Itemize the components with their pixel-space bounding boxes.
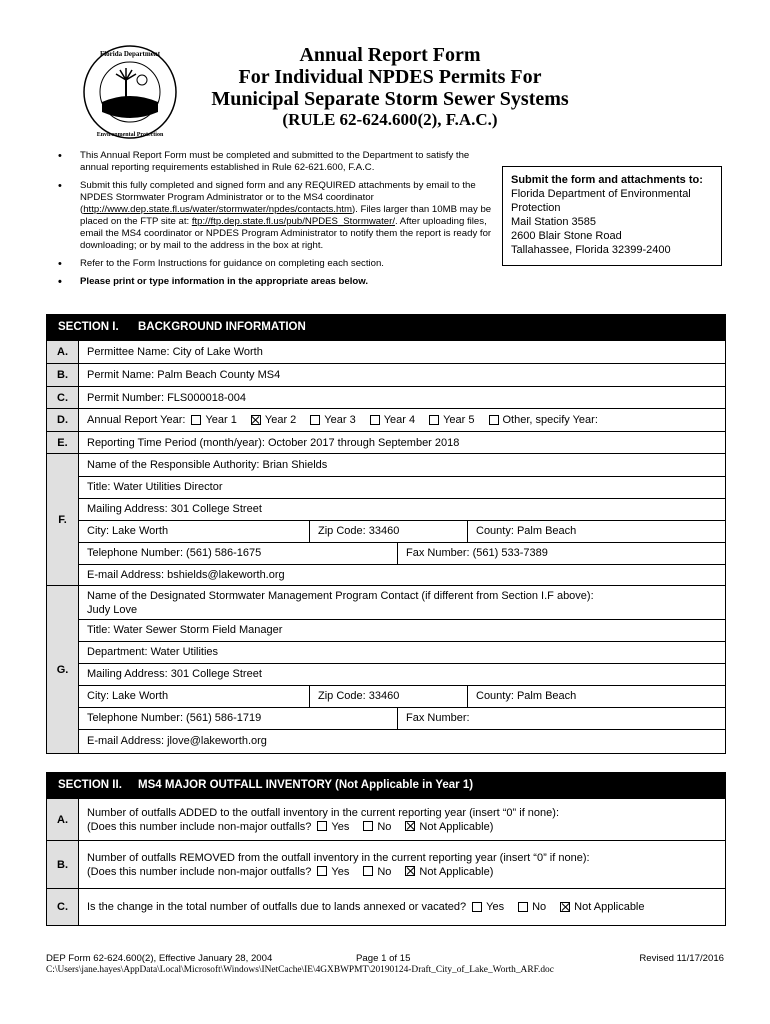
annexed-question: Is the change in the total number of outfalls due to lands annexed or vacated? xyxy=(87,901,467,913)
row-b xyxy=(47,364,725,387)
f-mailing-field[interactable]: Mailing Address: 301 College Street xyxy=(87,503,262,515)
permittee-name-field[interactable]: Permittee Name: City of Lake Worth xyxy=(87,346,263,358)
section-2-table xyxy=(46,798,726,926)
outfalls-added-question: Number of outfalls ADDED to the outfall inventory in the current reporting year (insert “0” if none): xyxy=(87,806,559,819)
outfalls-removed-question: Number of outfalls REMOVED from the outfall inventory in the current reporting year (insert “0” if none): xyxy=(87,851,590,864)
footer-page-number: Page 1 of 15 xyxy=(356,953,411,964)
submit-line-3: Mail Station 3585 xyxy=(511,216,596,228)
year-2-label: Year 2 xyxy=(264,414,297,426)
footer-revised: Revised 11/17/2016 xyxy=(639,953,724,964)
removed-yes-checkbox[interactable] xyxy=(317,866,327,876)
year-5-checkbox[interactable] xyxy=(429,415,439,425)
g-name-value: Judy Love xyxy=(87,603,138,616)
year-4-label: Year 4 xyxy=(383,414,416,426)
row-e xyxy=(47,432,725,454)
g-department-field[interactable]: Department: Water Utilities xyxy=(87,646,219,658)
permit-name-field[interactable]: Permit Name: Palm Beach County MS4 xyxy=(87,369,281,381)
instruction-1: • This Annual Report Form must be completed and submitted to the Department to satisfy the annual reporting requirements established in Rule 62-621.600, F.A.C. xyxy=(42,150,492,174)
annexed-yes-label: Yes xyxy=(486,901,505,913)
annexed-yes-checkbox[interactable] xyxy=(472,902,482,912)
row-label-b: B. xyxy=(47,364,79,386)
removed-na-checkbox[interactable] xyxy=(405,866,415,876)
year-3-label: Year 3 xyxy=(324,414,356,426)
footer-form-number: DEP Form 62-624.600(2), Effective January 28, 2004 xyxy=(46,953,273,964)
g-phone-field[interactable]: Telephone Number: (561) 586-1719 xyxy=(87,712,262,724)
submit-line-1: Florida Department of Environmental xyxy=(511,188,691,200)
f-name-field[interactable]: Name of the Responsible Authority: Brian Shields xyxy=(87,459,328,471)
annexed-na-checkbox[interactable] xyxy=(560,902,570,912)
row-label-g: G. xyxy=(47,586,79,753)
added-na-label: Not Applicable) xyxy=(419,820,494,833)
section-1-table xyxy=(46,340,726,754)
row-label-a: A. xyxy=(47,341,79,363)
row-label-d: D. xyxy=(47,409,79,431)
year-2-checkbox[interactable] xyxy=(251,415,261,425)
annual-year-label: Annual Report Year: xyxy=(87,414,186,426)
submit-line-2: Protection xyxy=(511,202,561,214)
annual-report-year xyxy=(79,409,725,431)
section-2-title: MS4 MAJOR OUTFALL INVENTORY (Not Applicable in Year 1) xyxy=(138,779,474,791)
instructions-list xyxy=(42,150,492,294)
removed-no-checkbox[interactable] xyxy=(363,866,373,876)
annexed-no-checkbox[interactable] xyxy=(518,902,528,912)
f-title-field[interactable]: Title: Water Utilities Director xyxy=(87,481,223,493)
annexed-no-label: No xyxy=(532,901,547,913)
ftp-link[interactable]: ftp://ftp.dep.state.fl.us/pub/NPDES_Stormwater/ xyxy=(191,216,395,227)
section-1-title: BACKGROUND INFORMATION xyxy=(138,321,306,333)
svg-text:Environmental Protection: Environmental Protection xyxy=(96,132,164,138)
year-5-label: Year 5 xyxy=(443,414,475,426)
added-yes-label: Yes xyxy=(331,820,350,833)
instruction-4: • Please print or type information in the appropriate areas below. xyxy=(42,276,492,288)
g-title-field[interactable]: Title: Water Sewer Storm Field Manager xyxy=(87,624,283,636)
row-label-2a: A. xyxy=(47,799,79,840)
row-label-2b: B. xyxy=(47,841,79,888)
outfalls-added-sub: (Does this number include non-major outfalls? xyxy=(87,820,312,833)
instruction-3: • Refer to the Form Instructions for guidance on completing each section. xyxy=(42,258,492,270)
form-rule: (RULE 62-624.600(2), F.A.C.) xyxy=(282,110,498,129)
form-subtitle: For Individual NPDES Permits For xyxy=(238,66,542,88)
year-1-checkbox[interactable] xyxy=(191,415,201,425)
year-3-checkbox[interactable] xyxy=(310,415,320,425)
row-f xyxy=(47,454,725,586)
annexed-field xyxy=(79,889,725,925)
outfalls-added-field[interactable] xyxy=(79,799,725,840)
section-1-header xyxy=(46,314,726,340)
g-county-field[interactable]: County: Palm Beach xyxy=(467,685,725,707)
g-email-field[interactable]: E-mail Address: jlove@lakeworth.org xyxy=(87,734,267,747)
row-label-2c: C. xyxy=(47,889,79,925)
row-c xyxy=(47,387,725,409)
f-county-field[interactable]: County: Palm Beach xyxy=(467,520,725,542)
permit-number-field[interactable]: Permit Number: FLS000018-004 xyxy=(87,391,246,404)
instruction-2: • Submit this fully completed and signed form and any REQUIRED attachments by email to the NPDES Stormwater Program Administrator or to the MS4 coordinator (http://www.dep.state.fl.us/water/stormwater/npdes/contacts.htm). Files larger than 10MB may be placed on the FTP site at: ftp://ftp.dep.state.fl.us/pub/NPDES_Stormwater/. After uploading files, email the MS4 coordinator or NPDES Program Administrator to notify them the report is ready for downloading; or by mail to the address in the box at right. xyxy=(42,180,492,252)
svg-text:Florida Department: Florida Department xyxy=(99,50,161,58)
f-fax-field[interactable]: Fax Number: (561) 533-7389 xyxy=(397,542,725,564)
row-d xyxy=(47,409,725,432)
row-label-c: C. xyxy=(47,387,79,408)
added-yes-checkbox[interactable] xyxy=(317,821,327,831)
contacts-link[interactable]: http://www.dep.state.fl.us/water/stormwater/npdes/contacts.htm xyxy=(83,204,352,215)
g-fax-field[interactable]: Fax Number: xyxy=(397,707,725,729)
g-name-prompt: Name of the Designated Stormwater Management Program Contact (if different from Section I.F above): xyxy=(87,589,594,602)
g-name-field[interactable] xyxy=(79,586,725,619)
added-na-checkbox[interactable] xyxy=(405,821,415,831)
g-city-field[interactable]: City: Lake Worth xyxy=(87,690,169,702)
added-no-checkbox[interactable] xyxy=(363,821,373,831)
year-1-label: Year 1 xyxy=(205,414,237,426)
form-subtitle-2: Municipal Separate Storm Sewer Systems xyxy=(211,88,569,110)
f-email-field[interactable]: E-mail Address: bshields@lakeworth.org xyxy=(87,569,285,581)
f-phone-field[interactable]: Telephone Number: (561) 586-1675 xyxy=(87,547,262,559)
row-label-e: E. xyxy=(47,432,79,453)
removed-na-label: Not Applicable) xyxy=(419,865,494,878)
f-zip-field[interactable]: Zip Code: 33460 xyxy=(309,520,467,542)
row-2c xyxy=(47,889,725,925)
year-4-checkbox[interactable] xyxy=(370,415,380,425)
reporting-period-field[interactable]: Reporting Time Period (month/year): October 2017 through September 2018 xyxy=(87,436,460,449)
row-label-f: F. xyxy=(47,454,79,585)
annexed-na-label: Not Applicable xyxy=(574,901,645,913)
g-zip-field[interactable]: Zip Code: 33460 xyxy=(309,685,467,707)
row-2b xyxy=(47,841,725,889)
outfalls-removed-field[interactable] xyxy=(79,841,725,888)
f-city-field[interactable]: City: Lake Worth xyxy=(87,525,169,537)
footer-file-path: C:\Users\jane.hayes\AppData\Local\Microsoft\Windows\INetCache\IE\4GXBWPMT\20190124-Draft_City_of_Lake_Worth_ARF.doc xyxy=(46,965,554,975)
section-1-number: SECTION I. xyxy=(58,321,119,333)
added-no-label: No xyxy=(377,820,392,833)
removed-yes-label: Yes xyxy=(331,865,350,878)
outfalls-removed-sub: (Does this number include non-major outfalls? xyxy=(87,865,312,878)
submit-heading: Submit the form and attachments to: xyxy=(511,174,703,186)
row-g xyxy=(47,586,725,753)
submit-line-4: 2600 Blair Stone Road xyxy=(511,230,622,242)
form-title: Annual Report Form xyxy=(299,44,481,66)
section-2-header xyxy=(46,772,726,798)
submit-line-5: Tallahassee, Florida 32399-2400 xyxy=(511,244,671,256)
removed-no-label: No xyxy=(377,865,392,878)
other-year-checkbox[interactable] xyxy=(489,415,499,425)
other-year-label: Other, specify Year: xyxy=(502,414,598,426)
section-2-number: SECTION II. xyxy=(58,779,122,791)
row-2a xyxy=(47,799,725,841)
row-a xyxy=(47,341,725,364)
g-mailing-field[interactable]: Mailing Address: 301 College Street xyxy=(87,668,262,680)
submit-address-box xyxy=(502,166,722,266)
